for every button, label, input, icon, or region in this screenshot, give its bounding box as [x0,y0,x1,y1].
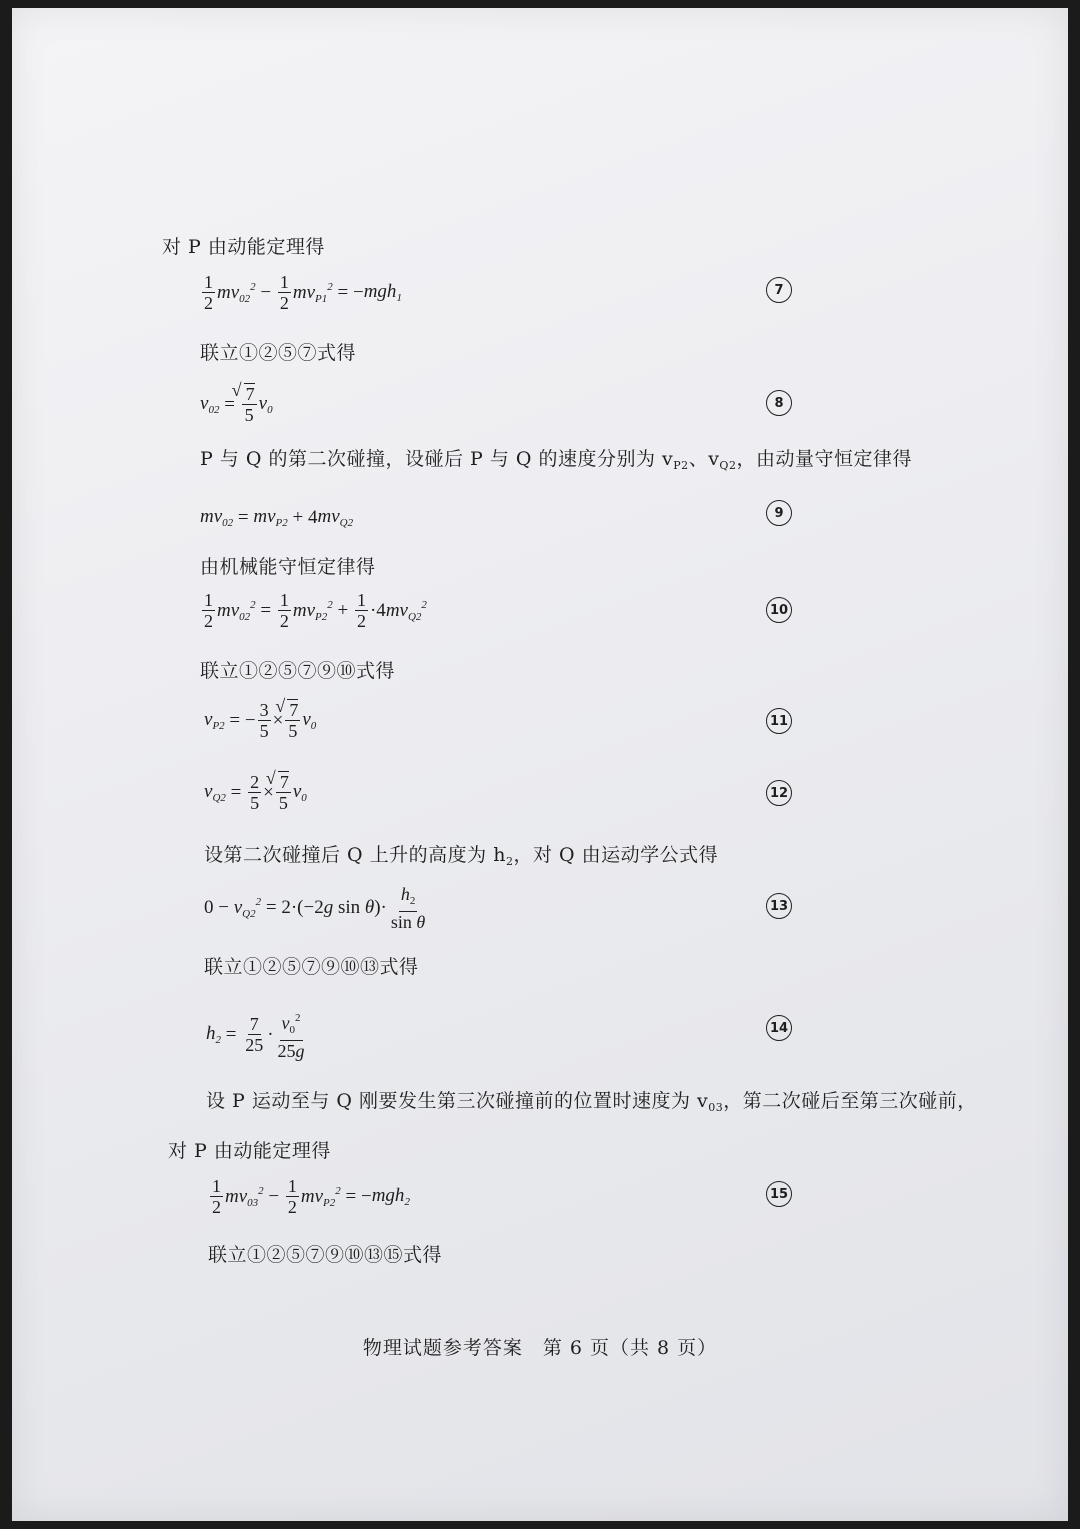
equation-number-8: 8 [766,390,792,416]
text-line: 设 P 运动至与 Q 刚要发生第三次碰撞前的位置时速度为 $v_{03}$，第二次碰后至第三次碰前， [206,1090,977,1114]
equation-10: $\frac{1}{2}$ $mv_{02}^2$ = $\frac{1}{2}$ $mv_{P2}^2$ + $\frac{1}{2}$ ·4 $mv_{Q2}^2$ [204,590,427,631]
equation-number-12: 12 [766,780,792,806]
text-line: 设第二次碰撞后 Q 上升的高度为 $h_2$，对 Q 由运动学公式得 [204,844,719,868]
equation-7: $\frac{1}{2}$ $mv_{02}^2$ − $\frac{1}{2}$ $mv_{P1}^2$ = − mgh$_1$ [204,272,402,313]
equation-number-14: 14 [766,1015,792,1041]
page-footer: 物理试题参考答案 第 6 页（共 8 页） [362,1337,718,1359]
equation-number-10: 10 [766,597,792,623]
equation-number-9: 9 [766,500,792,526]
text-line: 联立①②⑤⑦⑨⑩式得 [200,660,396,682]
equation-9: $mv_{02}$ = $mv_{P2}$ + 4 $mv_{Q2}$ [200,506,354,529]
equation-12: $v_{Q2}$ = $\frac{2}{5}$ × √ $\frac{7}{5}$ $v_0$ [204,772,307,813]
text-line: 对 P 由动能定理得 [168,1140,331,1162]
equation-15: $\frac{1}{2}$ $mv_{03}^2$ − $\frac{1}{2}$ $mv_{P2}^2$ = − mgh$_2$ [212,1176,410,1217]
text-line: 由机械能守恒定律得 [200,556,376,578]
equation-11: $v_{P2}$ = − $\frac{3}{5}$ × √ $\frac{7}{5}$ $v_0$ [204,700,316,741]
equation-number-15: 15 [766,1181,792,1207]
equation-8: $v_{02}$ = √ $\frac{7}{5}$ $v_0$ [200,384,273,425]
equation-13: 0 − $v_{Q2}^2$ = 2·(−2 g sin θ )· $\frac{h_2}{\text{sin θ}}$ [204,884,426,932]
text-line: 对 P 由动能定理得 [162,236,325,258]
equation-number-11: 11 [766,708,792,734]
text-line: 联立①②⑤⑦⑨⑩⑬⑮式得 [208,1244,443,1266]
text-line: 联立①②⑤⑦式得 [200,342,357,364]
text-line: 联立①②⑤⑦⑨⑩⑬式得 [204,956,419,978]
equation-number-7: 7 [766,277,792,303]
equation-14: $h_2$ = $\frac{7}{25}$ · $\frac{v_0^2}{25g}$ [206,1008,309,1061]
equation-number-13: 13 [766,893,792,919]
text-line: P 与 Q 的第二次碰撞，设碰后 P 与 Q 的速度分别为 $v_{P2}$、$v_{Q2}$，由动量守恒定律得 [200,448,912,472]
